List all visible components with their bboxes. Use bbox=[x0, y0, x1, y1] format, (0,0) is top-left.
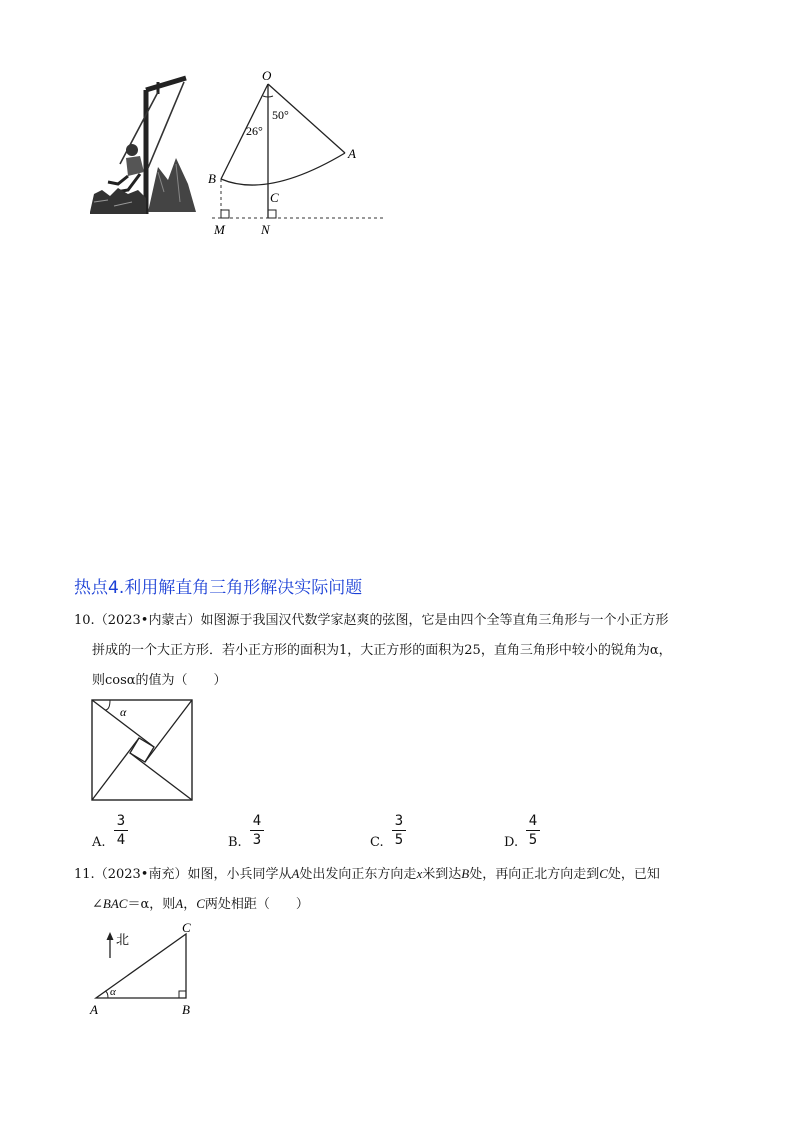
angle-50-label: 50° bbox=[272, 108, 289, 122]
q11-var-a: A bbox=[291, 866, 300, 881]
q11-var-bac: BAC bbox=[102, 896, 128, 911]
fraction-denominator: 3 bbox=[252, 832, 262, 848]
q11-text-b: 处出发向正东方向走 bbox=[299, 867, 417, 882]
label-B: B bbox=[208, 171, 216, 186]
label-N: N bbox=[261, 222, 270, 237]
q11-text-d: 处，再向正北方向走到 bbox=[469, 867, 600, 882]
q11-alpha-label: α bbox=[110, 986, 116, 998]
q11-text-g: ， bbox=[183, 897, 197, 912]
fraction-numerator: 4 bbox=[528, 813, 538, 829]
fraction-bar bbox=[392, 830, 406, 831]
fraction-numerator: 4 bbox=[252, 813, 262, 829]
label-A: A bbox=[348, 146, 356, 161]
option-letter: A. bbox=[92, 835, 106, 850]
q11-text-c: 米到达 bbox=[422, 867, 462, 882]
option-fraction bbox=[392, 813, 406, 848]
fraction-bar bbox=[114, 830, 128, 831]
q11-text-a: 如图，小兵同学从 bbox=[187, 867, 292, 882]
q10-alpha-label: α bbox=[120, 705, 127, 719]
q11-text-f: ＝α，则 bbox=[127, 897, 176, 912]
q10-source: （2023•内蒙古） bbox=[94, 613, 201, 628]
section-heading: 热点4.利用解直角三角形解决实际问题 bbox=[74, 578, 363, 598]
q11-line1 bbox=[74, 859, 660, 890]
q10-line3: 则cosα的值为（ ） bbox=[92, 673, 227, 688]
q10-number: 10. bbox=[74, 613, 95, 628]
q11-label-A: A bbox=[90, 1002, 98, 1017]
fraction-denominator: 5 bbox=[528, 832, 538, 848]
q11-source: （2023•南充） bbox=[94, 867, 188, 882]
swing-geometry-figure bbox=[200, 66, 390, 242]
fraction-numerator: 3 bbox=[394, 813, 404, 829]
q11-label-C: C bbox=[182, 920, 191, 935]
q11-var-c2: C bbox=[196, 896, 205, 911]
fraction-denominator: 4 bbox=[116, 832, 126, 848]
option-letter: B. bbox=[228, 835, 242, 850]
angle-26-label: 26° bbox=[246, 124, 263, 138]
fraction-bar bbox=[250, 830, 264, 831]
north-label: 北 bbox=[116, 932, 130, 947]
swing-illustration bbox=[88, 72, 200, 220]
option-fraction bbox=[250, 813, 264, 848]
option-letter: C. bbox=[370, 835, 384, 850]
q11-var-a2: A bbox=[175, 896, 184, 911]
q11-text-h: 两处相距（ ） bbox=[204, 897, 309, 912]
q11-number: 11. bbox=[74, 867, 95, 882]
option-letter: D. bbox=[504, 835, 519, 850]
q11-var-x: x bbox=[416, 866, 423, 881]
label-O: O bbox=[262, 68, 272, 83]
q10-line1 bbox=[74, 606, 668, 636]
q10-line2: 拼成的一个大正方形．若小正方形的面积为1，大正方形的面积为25，直角三角形中较小的锐角为α， bbox=[92, 643, 672, 658]
option-fraction bbox=[526, 813, 540, 848]
label-M: M bbox=[214, 222, 225, 237]
q11-var-b: B bbox=[461, 866, 470, 881]
q11-angle-symbol: ∠ bbox=[92, 897, 103, 912]
q11-text-e: 处，已知 bbox=[607, 867, 660, 882]
q11-label-B: B bbox=[182, 1002, 190, 1017]
fraction-numerator: 3 bbox=[116, 813, 126, 829]
q10-text-1: 如图源于我国汉代数学家赵爽的弦图，它是由四个全等直角三角形与一个小正方形 bbox=[200, 613, 669, 628]
q11-var-c: C bbox=[599, 866, 608, 881]
fraction-bar bbox=[526, 830, 540, 831]
q11-line2 bbox=[92, 889, 309, 920]
zhaoshuang-chord-figure bbox=[90, 698, 196, 804]
q11-triangle-figure bbox=[86, 920, 206, 1020]
fraction-denominator: 5 bbox=[394, 832, 404, 848]
label-C: C bbox=[270, 190, 279, 205]
option-fraction bbox=[114, 813, 128, 848]
